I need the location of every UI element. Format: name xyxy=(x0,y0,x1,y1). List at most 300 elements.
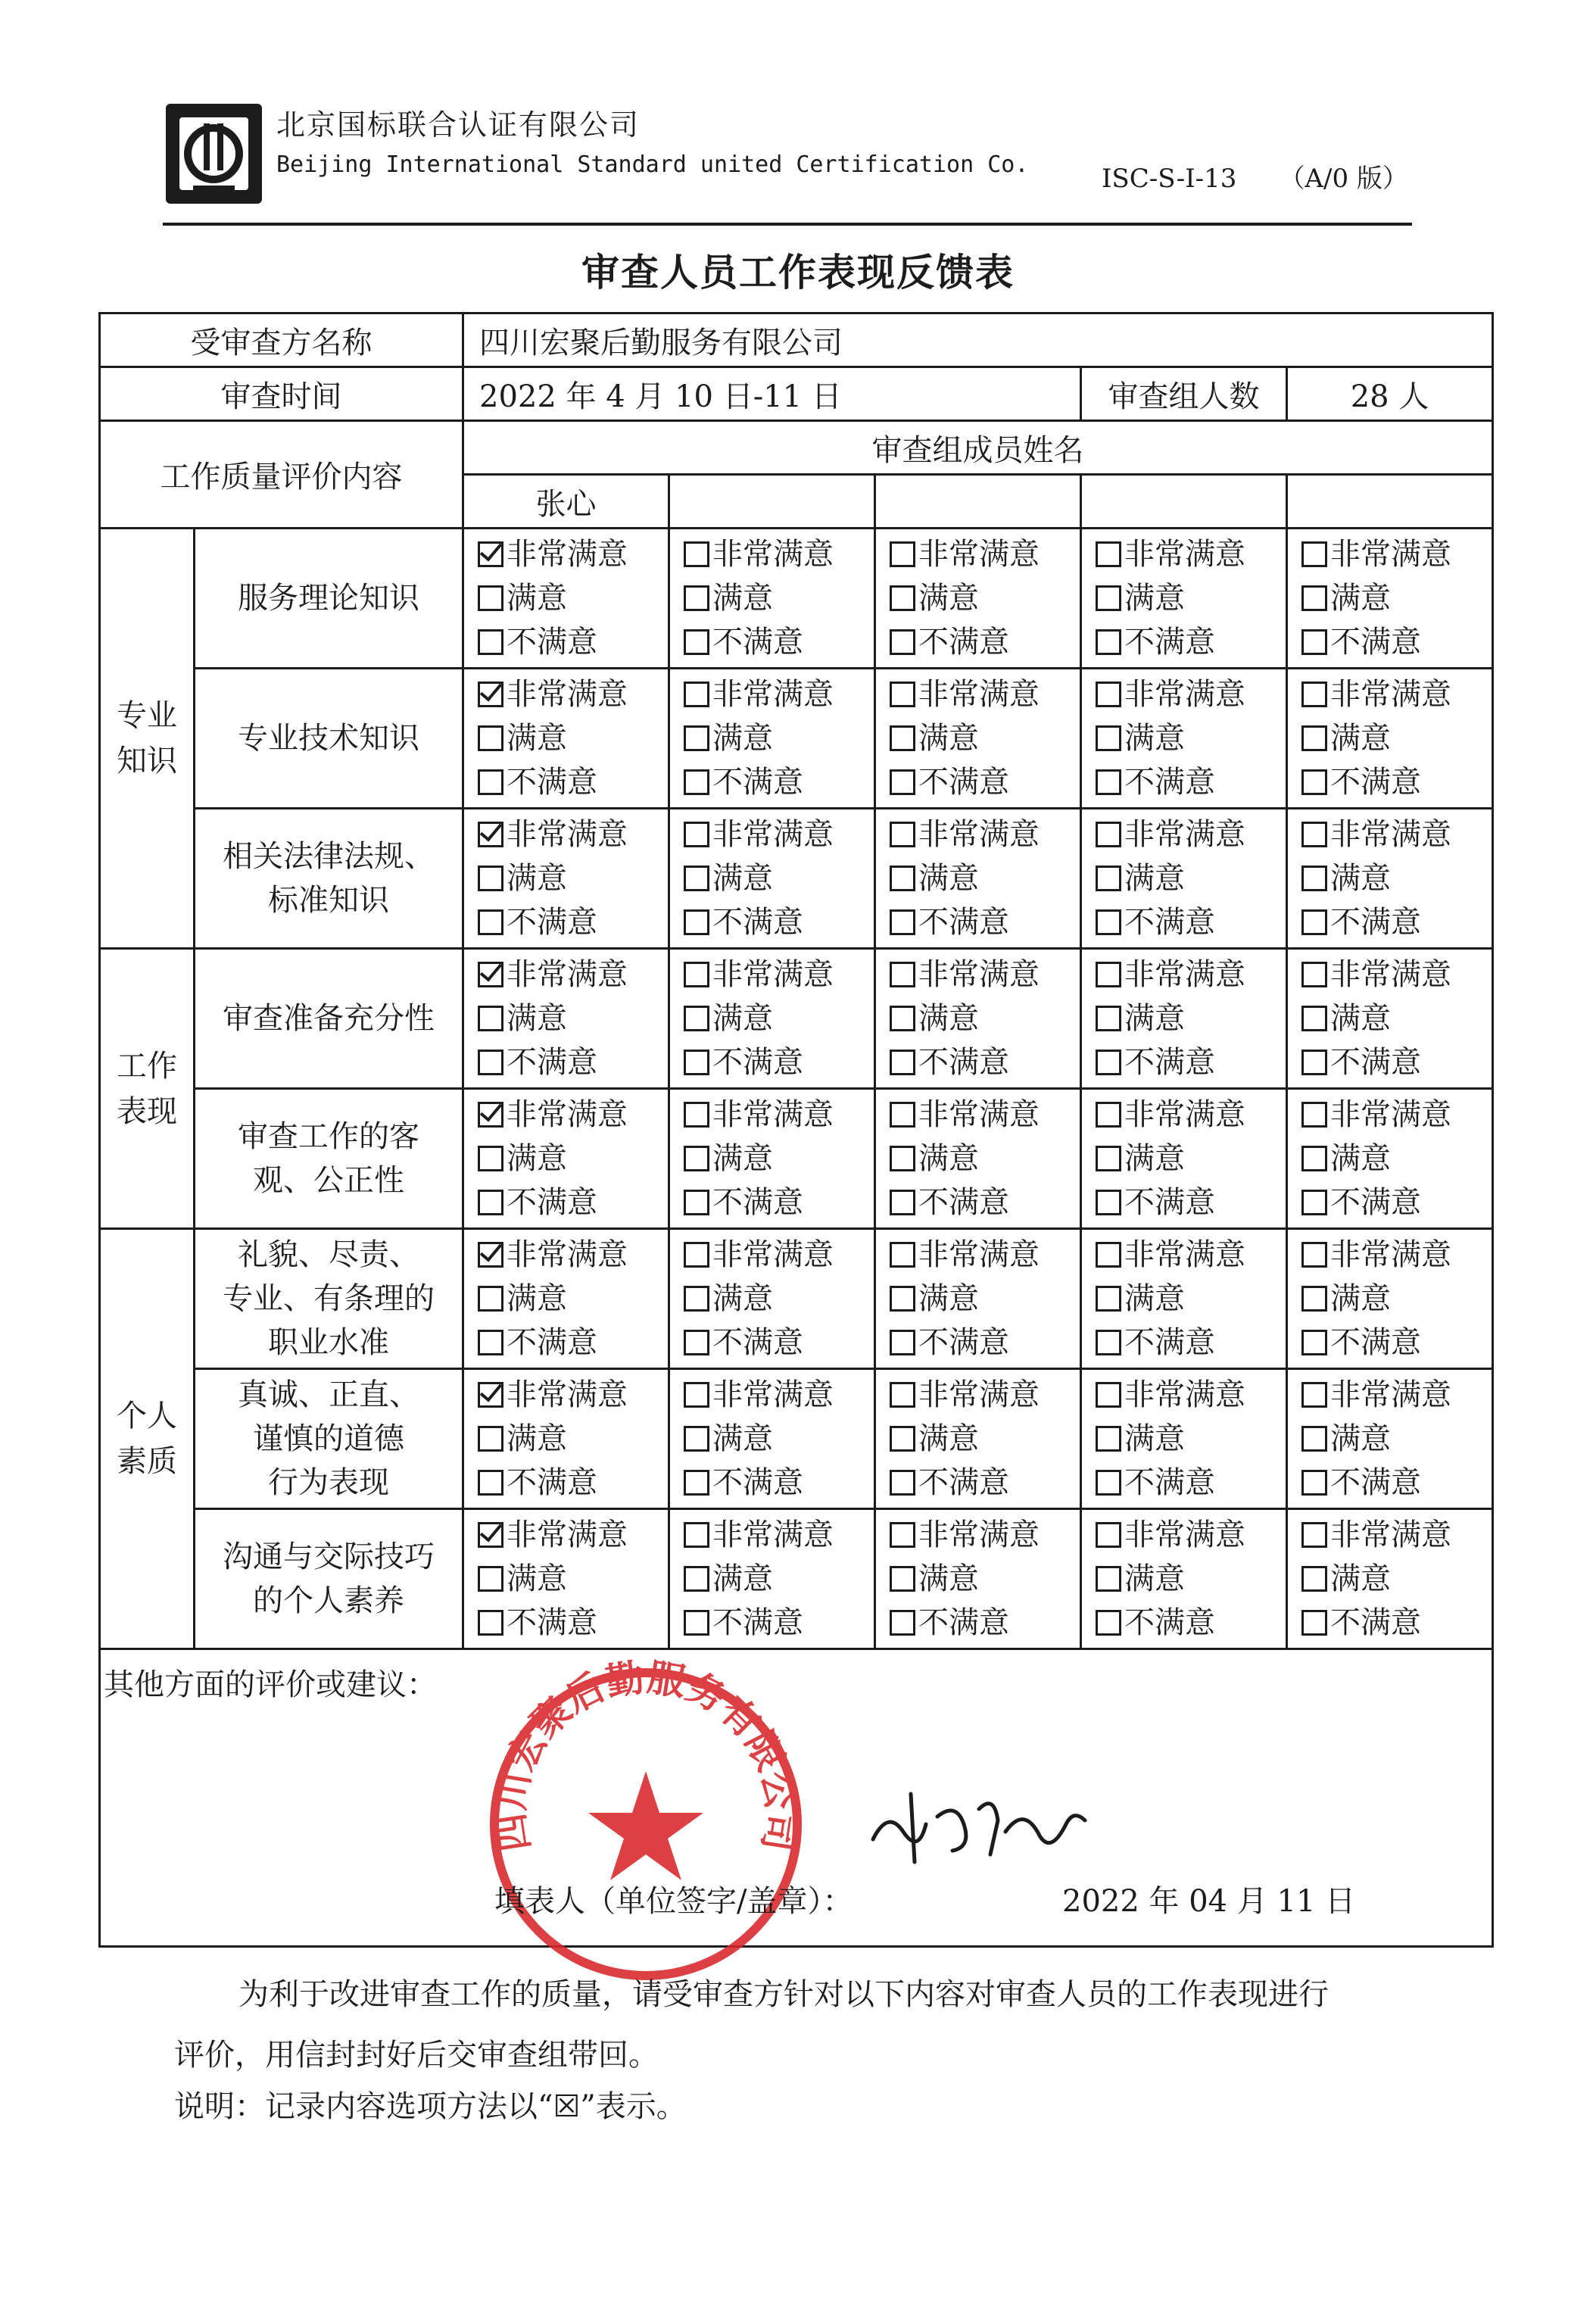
rating-option[interactable] xyxy=(890,532,1080,576)
member-name[interactable] xyxy=(669,475,875,529)
checkbox-icon[interactable] xyxy=(1301,1242,1327,1268)
rating-option[interactable] xyxy=(1096,1093,1286,1137)
rating-option[interactable] xyxy=(890,900,1080,944)
rating-option[interactable] xyxy=(684,532,874,576)
rating-option[interactable] xyxy=(1096,1417,1286,1461)
rating-option[interactable] xyxy=(1096,1513,1286,1557)
rating-option-label: 非常满意 xyxy=(712,817,834,852)
rating-option[interactable] xyxy=(478,856,668,900)
checkbox-icon[interactable] xyxy=(684,1566,709,1592)
rating-option-label: 不满意 xyxy=(918,625,1009,660)
checkbox-icon[interactable] xyxy=(890,1242,915,1268)
rating-option[interactable] xyxy=(684,1181,874,1224)
rating-option[interactable] xyxy=(890,1601,1080,1645)
rating-option[interactable] xyxy=(1096,1233,1286,1277)
rating-option[interactable] xyxy=(890,576,1080,620)
checkbox-icon[interactable] xyxy=(890,725,915,751)
rating-option-label: 非常满意 xyxy=(507,1377,628,1412)
rating-option[interactable] xyxy=(1096,813,1286,856)
checkbox-icon[interactable] xyxy=(478,629,503,655)
rating-option[interactable] xyxy=(1301,1417,1492,1461)
checkbox-icon[interactable] xyxy=(1301,1190,1327,1215)
rating-option[interactable] xyxy=(1096,1461,1286,1505)
checkbox-icon[interactable] xyxy=(684,1470,709,1496)
checkbox-icon[interactable] xyxy=(890,1050,915,1075)
checkbox-icon[interactable] xyxy=(478,769,503,795)
rating-option-label: 非常满意 xyxy=(712,1518,834,1552)
checkbox-icon[interactable] xyxy=(684,909,709,935)
rating-option[interactable] xyxy=(1096,576,1286,620)
checked-checkbox-icon[interactable] xyxy=(478,822,503,847)
member-name[interactable] xyxy=(1287,475,1493,529)
rating-option[interactable] xyxy=(890,1277,1080,1321)
checkbox-icon[interactable] xyxy=(1096,1006,1121,1031)
evaluation-row xyxy=(100,669,1493,809)
criteria-item-label: 审查工作的客 观、公正性 xyxy=(195,1089,463,1229)
rating-option[interactable] xyxy=(1301,1181,1492,1224)
audit-time-value[interactable]: 2022 年 4 月 10 日-11 日 xyxy=(463,367,1081,421)
rating-option[interactable] xyxy=(1096,1373,1286,1417)
member-name[interactable] xyxy=(1081,475,1287,529)
checkbox-icon[interactable] xyxy=(1096,1286,1121,1312)
rating-option[interactable] xyxy=(1096,856,1286,900)
checkbox-icon[interactable] xyxy=(1096,1426,1121,1452)
checkbox-icon[interactable] xyxy=(1096,1566,1121,1592)
rating-option[interactable] xyxy=(684,1373,874,1417)
checkbox-icon[interactable] xyxy=(890,1470,915,1496)
rating-option[interactable] xyxy=(478,1040,668,1084)
checkbox-icon[interactable] xyxy=(1301,1382,1327,1408)
rating-option-label: 非常满意 xyxy=(1330,1377,1451,1412)
checkbox-icon[interactable] xyxy=(478,1190,503,1215)
rating-option-label: 不满意 xyxy=(712,1185,803,1220)
checkbox-icon[interactable] xyxy=(684,629,709,655)
rating-option[interactable] xyxy=(1301,953,1492,997)
rating-option-label: 不满意 xyxy=(507,765,597,800)
rating-option-label: 非常满意 xyxy=(1330,1518,1451,1552)
rating-option[interactable] xyxy=(478,1557,668,1601)
checkbox-icon[interactable] xyxy=(1096,1470,1121,1496)
checkbox-icon[interactable] xyxy=(1301,1146,1327,1171)
rating-option[interactable] xyxy=(1096,1321,1286,1365)
rating-option[interactable] xyxy=(1096,760,1286,804)
checkbox-icon[interactable] xyxy=(1301,1522,1327,1548)
rating-options xyxy=(1287,809,1493,949)
team-size-value[interactable]: 28 人 xyxy=(1287,367,1493,421)
checkbox-icon[interactable] xyxy=(890,909,915,935)
checkbox-icon[interactable] xyxy=(478,866,503,891)
checkbox-icon[interactable] xyxy=(478,1470,503,1496)
rating-option[interactable] xyxy=(890,813,1080,856)
criteria-item-label: 服务理论知识 xyxy=(195,529,463,669)
rating-option[interactable] xyxy=(1096,1137,1286,1181)
rating-option[interactable] xyxy=(890,856,1080,900)
rating-option[interactable] xyxy=(684,997,874,1040)
checkbox-icon[interactable] xyxy=(478,1330,503,1355)
checkbox-icon[interactable] xyxy=(1301,1286,1327,1312)
rating-option[interactable] xyxy=(1096,997,1286,1040)
rating-option-label: 不满意 xyxy=(1124,1605,1215,1640)
rating-option[interactable] xyxy=(1301,716,1492,760)
rating-options xyxy=(669,669,875,809)
evaluation-row xyxy=(100,1089,1493,1229)
rating-options xyxy=(463,529,669,669)
checkbox-icon[interactable] xyxy=(1096,585,1121,611)
checkbox-icon[interactable] xyxy=(1301,822,1327,847)
rating-option-label: 不满意 xyxy=(1330,1605,1421,1640)
rating-option-label: 满意 xyxy=(712,1141,773,1176)
evaluation-row xyxy=(100,529,1493,669)
member-name[interactable]: 张心 xyxy=(463,475,669,529)
checkbox-icon[interactable] xyxy=(1301,1426,1327,1452)
rating-option[interactable] xyxy=(684,1277,874,1321)
checkbox-icon[interactable] xyxy=(1301,962,1327,987)
checkbox-icon[interactable] xyxy=(684,1426,709,1452)
checked-checkbox-icon[interactable] xyxy=(478,1382,503,1408)
checkbox-icon[interactable] xyxy=(684,1102,709,1128)
checked-checkbox-icon[interactable] xyxy=(478,682,503,707)
rating-option-label: 满意 xyxy=(507,721,567,756)
rating-option[interactable] xyxy=(1096,1601,1286,1645)
checkbox-icon[interactable] xyxy=(1301,1470,1327,1496)
rating-option[interactable] xyxy=(1096,1557,1286,1601)
rating-option-label: 非常满意 xyxy=(918,1237,1040,1272)
checkbox-icon[interactable] xyxy=(684,1242,709,1268)
criteria-item-label: 审查准备充分性 xyxy=(195,949,463,1089)
rating-option[interactable] xyxy=(890,997,1080,1040)
rating-option-label: 满意 xyxy=(507,1281,567,1316)
rating-options xyxy=(875,1089,1081,1229)
checked-checkbox-icon[interactable] xyxy=(478,1242,503,1268)
checked-checkbox-icon[interactable] xyxy=(478,1102,503,1128)
rating-option[interactable] xyxy=(478,672,668,716)
checkbox-icon[interactable] xyxy=(890,1330,915,1355)
checkbox-icon[interactable] xyxy=(684,866,709,891)
rating-option[interactable] xyxy=(1301,1513,1492,1557)
checkbox-icon[interactable] xyxy=(1096,866,1121,891)
rating-option[interactable] xyxy=(478,1461,668,1505)
checkbox-icon[interactable] xyxy=(684,1190,709,1215)
checkbox-icon[interactable] xyxy=(1096,1522,1121,1548)
remarks-label: 其他方面的评价或建议： xyxy=(104,1667,437,1702)
checkbox-icon[interactable] xyxy=(890,629,915,655)
checkbox-icon[interactable] xyxy=(1301,1610,1327,1636)
checkbox-icon[interactable] xyxy=(890,962,915,987)
checkbox-icon[interactable] xyxy=(478,725,503,751)
rating-option[interactable] xyxy=(890,1417,1080,1461)
checkbox-icon[interactable] xyxy=(684,769,709,795)
checkbox-icon[interactable] xyxy=(890,1190,915,1215)
rating-option[interactable] xyxy=(1301,620,1492,664)
checkbox-icon[interactable] xyxy=(1096,1242,1121,1268)
rating-options xyxy=(669,529,875,669)
remarks-area[interactable] xyxy=(100,1649,1493,1947)
checkbox-icon[interactable] xyxy=(684,822,709,847)
rating-option[interactable] xyxy=(890,672,1080,716)
rating-option[interactable] xyxy=(478,1601,668,1645)
rating-option-label: 满意 xyxy=(1330,1141,1391,1176)
rating-option[interactable] xyxy=(1096,716,1286,760)
rating-option[interactable] xyxy=(890,1233,1080,1277)
checkbox-icon[interactable] xyxy=(478,1050,503,1075)
rating-option[interactable] xyxy=(684,1321,874,1365)
rating-option[interactable] xyxy=(1301,1321,1492,1365)
member-name[interactable] xyxy=(875,475,1081,529)
rating-option[interactable] xyxy=(1301,1233,1492,1277)
rating-option[interactable] xyxy=(1301,532,1492,576)
evaluation-row xyxy=(100,1369,1493,1509)
rating-options xyxy=(463,1229,669,1369)
rating-option[interactable] xyxy=(1301,997,1492,1040)
rating-option[interactable] xyxy=(1096,1040,1286,1084)
rating-option[interactable] xyxy=(890,1461,1080,1505)
rating-option[interactable] xyxy=(1301,1461,1492,1505)
checkbox-icon[interactable] xyxy=(478,1426,503,1452)
checkbox-icon[interactable] xyxy=(684,682,709,707)
checkbox-icon[interactable] xyxy=(684,725,709,751)
checkbox-icon[interactable] xyxy=(1301,1330,1327,1355)
checkbox-icon[interactable] xyxy=(1301,769,1327,795)
checkbox-icon[interactable] xyxy=(1301,909,1327,935)
rating-option-label: 满意 xyxy=(507,861,567,896)
checkbox-icon[interactable] xyxy=(478,585,503,611)
group-label: 专业 知识 xyxy=(100,529,195,949)
rating-option[interactable] xyxy=(1096,1181,1286,1224)
rating-option[interactable] xyxy=(1301,1601,1492,1645)
rating-options xyxy=(1081,809,1287,949)
instruction-line-1: 为利于改进审查工作的质量，请受审查方针对以下内容对审查人员的工作表现进行 xyxy=(238,1977,1329,2012)
rating-option[interactable] xyxy=(1301,1277,1492,1321)
checkbox-icon[interactable] xyxy=(478,1146,503,1171)
rating-options xyxy=(875,1509,1081,1649)
rating-option[interactable] xyxy=(684,856,874,900)
checkbox-icon[interactable] xyxy=(1301,585,1327,611)
checkbox-icon[interactable] xyxy=(1301,1566,1327,1592)
rating-option-label: 非常满意 xyxy=(918,1377,1040,1412)
rating-option[interactable] xyxy=(684,1557,874,1601)
rating-option[interactable] xyxy=(478,716,668,760)
rating-option[interactable] xyxy=(684,1093,874,1137)
checkbox-icon[interactable] xyxy=(1096,1190,1121,1215)
checkbox-icon[interactable] xyxy=(1096,1102,1121,1128)
checkbox-icon[interactable] xyxy=(1301,866,1327,891)
checkbox-icon[interactable] xyxy=(890,866,915,891)
checkbox-icon[interactable] xyxy=(684,585,709,611)
checkbox-icon[interactable] xyxy=(890,1610,915,1636)
rating-option[interactable] xyxy=(1301,760,1492,804)
rating-option[interactable] xyxy=(890,1181,1080,1224)
checkbox-icon[interactable] xyxy=(478,1566,503,1592)
checkbox-icon[interactable] xyxy=(1096,629,1121,655)
rating-option-label: 非常满意 xyxy=(1124,1097,1245,1132)
checkbox-icon[interactable] xyxy=(890,1102,915,1128)
rating-option[interactable] xyxy=(478,1233,668,1277)
rating-option[interactable] xyxy=(684,1040,874,1084)
rating-option[interactable] xyxy=(1301,900,1492,944)
rating-option[interactable] xyxy=(1096,900,1286,944)
checkbox-icon[interactable] xyxy=(890,1146,915,1171)
checkbox-icon[interactable] xyxy=(684,1006,709,1031)
rating-option[interactable] xyxy=(684,1233,874,1277)
rating-option[interactable] xyxy=(684,1417,874,1461)
checkbox-icon[interactable] xyxy=(890,769,915,795)
checkbox-icon[interactable] xyxy=(478,1610,503,1636)
checkbox-icon[interactable] xyxy=(1096,725,1121,751)
sign-date[interactable]: 2022 年 04 月 11 日 xyxy=(1062,1884,1356,1919)
rating-option[interactable] xyxy=(890,1557,1080,1601)
rating-option[interactable] xyxy=(478,1417,668,1461)
checkbox-icon[interactable] xyxy=(1096,682,1121,707)
rating-option[interactable] xyxy=(890,1373,1080,1417)
remarks-row xyxy=(100,1649,1493,1947)
checkbox-icon[interactable] xyxy=(1301,725,1327,751)
rating-option-label: 满意 xyxy=(712,581,773,616)
checkbox-icon[interactable] xyxy=(1096,962,1121,987)
rating-option[interactable] xyxy=(478,997,668,1040)
rating-option[interactable] xyxy=(684,900,874,944)
rating-option[interactable] xyxy=(1096,1277,1286,1321)
rating-option[interactable] xyxy=(684,1513,874,1557)
rating-option[interactable] xyxy=(1301,576,1492,620)
rating-option[interactable] xyxy=(684,760,874,804)
rating-option[interactable] xyxy=(890,1321,1080,1365)
checkbox-icon[interactable] xyxy=(478,909,503,935)
checkbox-icon[interactable] xyxy=(1096,1610,1121,1636)
rating-option[interactable] xyxy=(1096,953,1286,997)
rating-option-label: 非常满意 xyxy=(507,1518,628,1552)
rating-option[interactable] xyxy=(478,760,668,804)
rating-option[interactable] xyxy=(478,1513,668,1557)
rating-option[interactable] xyxy=(478,813,668,856)
rating-option[interactable] xyxy=(684,620,874,664)
rating-option[interactable] xyxy=(684,813,874,856)
rating-option[interactable] xyxy=(890,1137,1080,1181)
rating-option-label: 非常满意 xyxy=(507,817,628,852)
checkbox-icon[interactable] xyxy=(684,1286,709,1312)
checkbox-icon[interactable] xyxy=(1301,1102,1327,1128)
rating-option-label: 满意 xyxy=(507,1421,567,1456)
rating-option[interactable] xyxy=(478,900,668,944)
rating-option[interactable] xyxy=(478,953,668,997)
checkbox-icon[interactable] xyxy=(890,1566,915,1592)
rating-option-label: 满意 xyxy=(507,1141,567,1176)
rating-option[interactable] xyxy=(1096,532,1286,576)
checkbox-icon[interactable] xyxy=(1096,769,1121,795)
rating-option[interactable] xyxy=(478,1093,668,1137)
rating-option[interactable] xyxy=(890,953,1080,997)
team-size-label: 审查组人数 xyxy=(1081,367,1287,421)
rating-option[interactable] xyxy=(1301,1040,1492,1084)
checkbox-icon[interactable] xyxy=(1096,1146,1121,1171)
checkbox-icon[interactable] xyxy=(890,1286,915,1312)
rating-option[interactable] xyxy=(684,672,874,716)
rating-option[interactable] xyxy=(1301,672,1492,716)
rating-option[interactable] xyxy=(478,1321,668,1365)
rating-options xyxy=(1287,1369,1493,1509)
checkbox-icon[interactable] xyxy=(1096,909,1121,935)
checkbox-icon[interactable] xyxy=(1096,822,1121,847)
rating-option[interactable] xyxy=(478,620,668,664)
checkbox-icon[interactable] xyxy=(478,1006,503,1031)
rating-option[interactable] xyxy=(1301,813,1492,856)
rating-option-label: 满意 xyxy=(1124,861,1185,896)
checkbox-icon[interactable] xyxy=(890,585,915,611)
checkbox-icon[interactable] xyxy=(1301,629,1327,655)
rating-option[interactable] xyxy=(1096,620,1286,664)
checked-checkbox-icon[interactable] xyxy=(478,541,503,567)
rating-option-label: 非常满意 xyxy=(712,677,834,712)
rating-option[interactable] xyxy=(890,1513,1080,1557)
checkbox-icon[interactable] xyxy=(1096,541,1121,567)
rating-option[interactable] xyxy=(890,716,1080,760)
rating-option[interactable] xyxy=(1301,856,1492,900)
rating-option[interactable] xyxy=(1096,672,1286,716)
rating-option[interactable] xyxy=(684,953,874,997)
checkbox-icon[interactable] xyxy=(890,1522,915,1548)
checkbox-icon[interactable] xyxy=(890,682,915,707)
checkbox-icon[interactable] xyxy=(684,1330,709,1355)
checkbox-icon[interactable] xyxy=(890,541,915,567)
rating-option[interactable] xyxy=(1301,1557,1492,1601)
checkbox-icon[interactable] xyxy=(1301,682,1327,707)
rating-option[interactable] xyxy=(684,716,874,760)
checkbox-icon[interactable] xyxy=(890,1006,915,1031)
rating-option-label: 不满意 xyxy=(712,1605,803,1640)
checkbox-icon[interactable] xyxy=(684,1610,709,1636)
rating-option[interactable] xyxy=(478,576,668,620)
rating-option[interactable] xyxy=(684,1137,874,1181)
rating-option[interactable] xyxy=(890,620,1080,664)
checkbox-icon[interactable] xyxy=(684,962,709,987)
rating-option[interactable] xyxy=(478,1181,668,1224)
checkbox-icon[interactable] xyxy=(1301,1006,1327,1031)
rating-option[interactable] xyxy=(478,1277,668,1321)
checked-checkbox-icon[interactable] xyxy=(478,962,503,987)
checkbox-icon[interactable] xyxy=(684,541,709,567)
rating-options xyxy=(669,809,875,949)
rating-option[interactable] xyxy=(890,1040,1080,1084)
rating-option[interactable] xyxy=(478,1373,668,1417)
rating-option[interactable] xyxy=(478,532,668,576)
checkbox-icon[interactable] xyxy=(684,1146,709,1171)
checkbox-icon[interactable] xyxy=(890,822,915,847)
checkbox-icon[interactable] xyxy=(684,1382,709,1408)
checkbox-icon[interactable] xyxy=(890,1382,915,1408)
checked-checkbox-icon[interactable] xyxy=(478,1522,503,1548)
checkbox-icon[interactable] xyxy=(1301,1050,1327,1075)
rating-options xyxy=(1081,1089,1287,1229)
checkbox-icon[interactable] xyxy=(1096,1330,1121,1355)
auditee-value[interactable]: 四川宏聚后勤服务有限公司 xyxy=(463,313,1493,367)
rating-option[interactable] xyxy=(1301,1373,1492,1417)
checkbox-icon[interactable] xyxy=(1096,1050,1121,1075)
rating-option[interactable] xyxy=(1301,1137,1492,1181)
checkbox-icon[interactable] xyxy=(478,1286,503,1312)
checkbox-icon[interactable] xyxy=(684,1522,709,1548)
checkbox-icon[interactable] xyxy=(684,1050,709,1075)
rating-option[interactable] xyxy=(684,1461,874,1505)
rating-option[interactable] xyxy=(890,1093,1080,1137)
checkbox-icon[interactable] xyxy=(1096,1382,1121,1408)
checkbox-icon[interactable] xyxy=(1301,541,1327,567)
checkbox-icon[interactable] xyxy=(890,1426,915,1452)
rating-option[interactable] xyxy=(1301,1093,1492,1137)
rating-option[interactable] xyxy=(684,1601,874,1645)
rating-option[interactable] xyxy=(684,576,874,620)
criteria-item-label: 礼貌、尽责、 专业、有条理的 职业水准 xyxy=(195,1229,463,1369)
rating-option[interactable] xyxy=(890,760,1080,804)
rating-option[interactable] xyxy=(478,1137,668,1181)
